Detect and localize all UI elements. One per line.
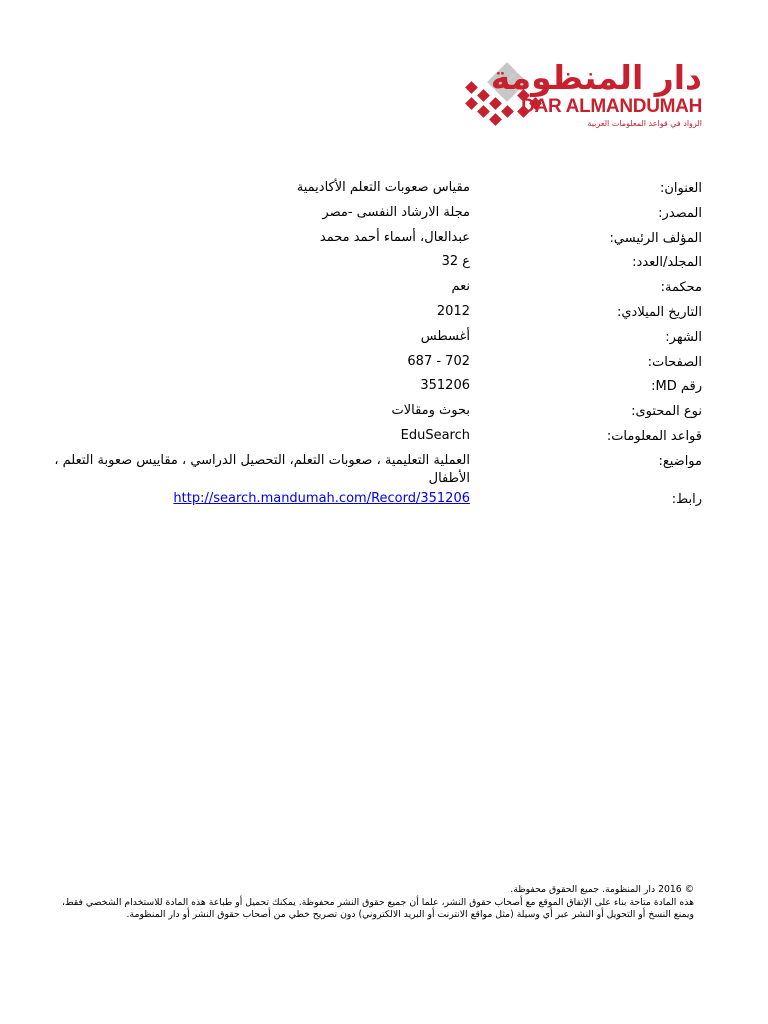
field-label: المجلد/العدد:	[632, 255, 702, 271]
logo-latin-name: DAR ALMANDUMAH	[521, 96, 702, 117]
field-value: مجلة الارشاد النفسى -مصر	[322, 204, 470, 220]
field-value: مقياس صعوبات التعلم الأكاديمية	[296, 180, 470, 195]
field-value: أغسطس	[420, 328, 470, 344]
copyright-line: © 2016 دار المنظومة. جميع الحقوق محفوظة.	[510, 884, 694, 895]
field-title	[42, 177, 702, 202]
field-value	[42, 351, 470, 371]
field-peer-reviewed	[42, 276, 702, 301]
field-label: رابط:	[671, 491, 702, 507]
field-value: EduSearch	[400, 427, 470, 443]
field-label: قواعد المعلومات:	[606, 428, 702, 444]
field-value: ع 32	[441, 254, 470, 270]
publisher-logo	[462, 60, 702, 132]
field-label: مواضيع:	[658, 453, 702, 469]
field-label: الشهر:	[665, 329, 702, 345]
field-label: التاريخ الميلادي:	[617, 304, 702, 320]
field-value: 351206	[420, 378, 470, 394]
pages-range: 687 - 702	[407, 353, 470, 369]
field-pages	[42, 351, 702, 376]
record-metadata	[42, 177, 702, 513]
field-label: نوع المحتوى:	[631, 404, 702, 420]
field-value: 2012	[436, 303, 470, 319]
field-label: محكمة:	[660, 280, 702, 296]
field-md-number	[42, 375, 702, 400]
logo-tagline: الرواد في قواعد المعلومات العربية	[587, 119, 702, 128]
field-month	[42, 326, 702, 351]
field-label: العنوان:	[659, 181, 702, 196]
logo-arabic-name: دار المنظومة	[490, 58, 702, 97]
field-label: رقم MD:	[651, 379, 702, 395]
field-volume-issue	[42, 251, 702, 276]
field-value: عبدالعال، أسماء أحمد محمد	[319, 229, 470, 245]
field-label: المؤلف الرئيسي:	[609, 230, 702, 246]
field-databases	[42, 425, 702, 450]
field-value	[42, 488, 470, 508]
field-label: المصدر:	[658, 205, 702, 221]
field-value: العملية التعليمية ، صعوبات التعلم، التحصيل الدراسي ، مقاييس صعوبة التعلم ، الأطفال	[54, 452, 470, 486]
field-label: الصفحات:	[647, 354, 702, 370]
copyright-footer	[48, 884, 694, 922]
field-content-type	[42, 400, 702, 425]
field-year	[42, 301, 702, 326]
field-subjects	[42, 450, 702, 488]
field-link	[42, 488, 702, 513]
field-main-author	[42, 227, 702, 252]
usage-notice: هذه المادة متاحة بناء على الإتفاق الموقع مع أصحاب حقوق النشر، علما أن جميع حقوق النشر محفوظة. يمكنك تحميل أو طباعة هذه المادة للاستخدام الشخصي فقط، ويمنع النسخ أو التحويل أو النشر عبر أي وسيلة (مثل مواقع الانترنت أو البريد الالكتروني) دون تصريح خطي من أصحاب حقوق النشر أو دار المنظومة.	[61, 896, 694, 921]
record-link[interactable]: http://search.mandumah.com/Record/351206	[173, 490, 470, 506]
field-value: نعم	[451, 279, 470, 295]
field-source	[42, 202, 702, 227]
field-value: بحوث ومقالات	[391, 403, 470, 419]
